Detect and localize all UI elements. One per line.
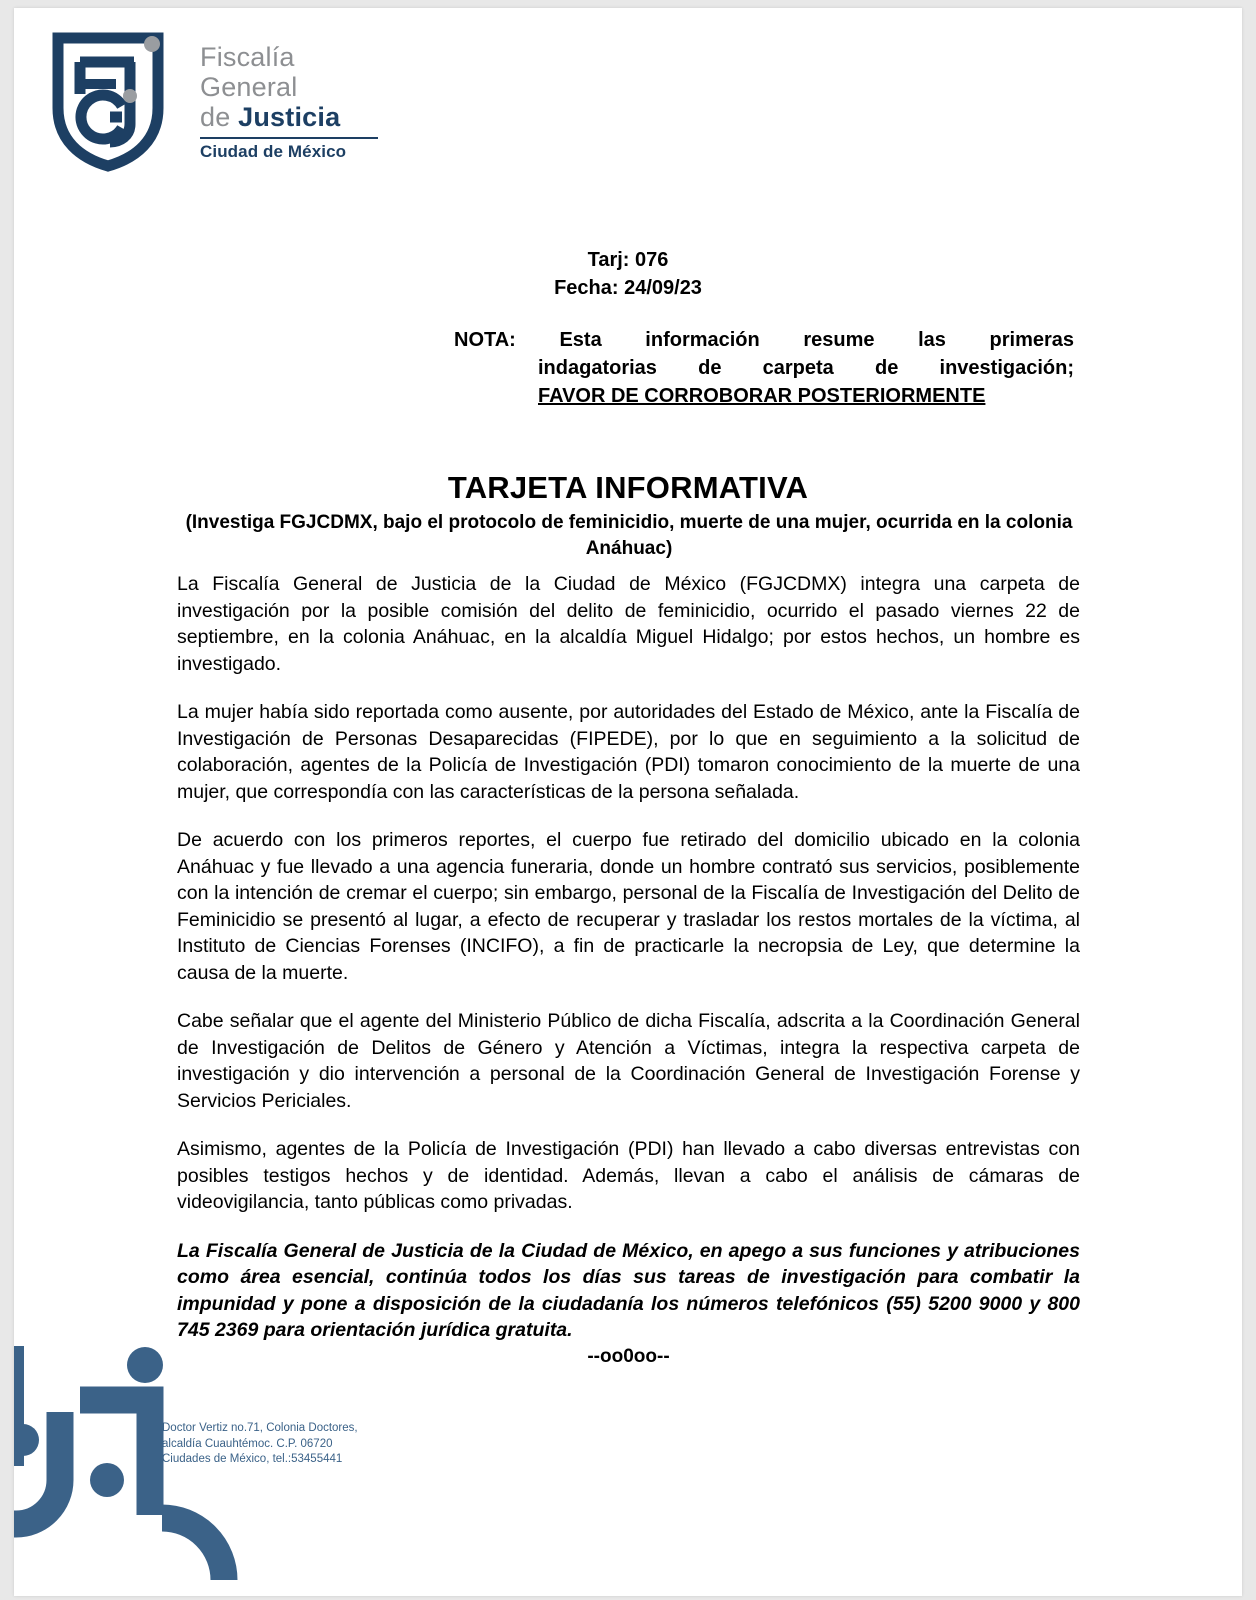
fgj-logo — [50, 20, 380, 185]
footer-line-2: alcaldía Cuauhtémoc. C.P. 06720 — [162, 1437, 333, 1450]
fgj-shield-icon — [50, 32, 175, 172]
end-mark: --oo0oo-- — [587, 1345, 670, 1367]
page-subtitle: (Investiga FGJCDMX, bajo el protocolo de feminicidio, muerte de una mujer, ocurrida en la colonia Anáhuac) — [185, 512, 1073, 559]
paragraph: De acuerdo con los primeros reportes, el cuerpo fue retirado del domicilio ubicado en la colonia Anáhuac y fue llevado a una agencia funeraria, donde un hombre contrató sus servicios, posiblemente con la intención de cremar el cuerpo; sin embargo, personal de la Fiscalía de Investigación del Delito de Feminicidio se presentó al lugar, a efecto de recuperar y trasladar los restos mortales de la víctima, al Instituto de Ciencias Forenses (INCIFO), a fin de practicarle la necropsia de Ley, que determine la causa de la muerte. — [177, 829, 1080, 984]
paragraph: Asimismo, agentes de la Policía de Investigación (PDI) han llevado a cabo diversas entrevistas con posibles testigos hechos y de identidad. Además, llevan a cabo el análisis de cámaras de videovigilancia, tanto públicas como privadas. — [177, 1138, 1080, 1213]
nota-line-2: indagatorias de carpeta de investigación; — [538, 357, 1074, 379]
page-title: TARJETA INFORMATIVA — [447, 470, 809, 505]
nota-line-3: FAVOR DE CORROBORAR POSTERIORMENTE — [538, 385, 986, 407]
closing-paragraph: La Fiscalía General de Justicia de la Ciudad de México, en apego a sus funciones y atribuciones como área esencial, continúa todos los días sus tareas de investigación para combatir la impunidad y pone a disposición de la ciudadanía los números telefónicos (55) 5200 9000 y 800 745 2369 para orientación jurídica gratuita. — [177, 1239, 1080, 1341]
paragraph: Cabe señalar que el agente del Ministerio Público de dicha Fiscalía, adscrita a la Coordinación General de Investigación de Delitos de Género y Atención a Víctimas, integra la respectiva carpeta de investigación y dio intervención a personal de la Coordinación General de Investigación Forense y Servicios Periciales. — [177, 1010, 1080, 1112]
document-body — [177, 571, 1080, 1368]
footer-address — [162, 1421, 358, 1468]
logo-justicia: Justicia — [238, 102, 341, 132]
document-date: Fecha: 24/09/23 — [554, 277, 702, 299]
logo-de: de — [200, 102, 239, 132]
logo-divider — [200, 137, 378, 139]
document-page — [14, 8, 1242, 1596]
nota-line-1: NOTA: Esta información resume las primeras — [454, 329, 1074, 351]
document-meta — [14, 246, 1242, 302]
paragraph: La Fiscalía General de Justicia de la Ciudad de México (FGJCDMX) integra una carpeta de investigación por la posible comisión del delito de feminicidio, ocurrido el pasado viernes 22 de septiembre, en la colonia Anáhuac, en la alcaldía Miguel Hidalgo; por estos hechos, un hombre es investigado. — [177, 573, 1080, 675]
logo-line-2: General — [200, 72, 298, 102]
logo-subtitle: Ciudad de México — [200, 142, 347, 161]
footer-line-1: Doctor Vertiz no.71, Colonia Doctores, — [162, 1422, 358, 1434]
nota-block — [454, 326, 1074, 410]
tarj-number: Tarj: 076 — [587, 249, 669, 271]
logo-line-1: Fiscalía — [200, 42, 295, 72]
footer-line-3: Ciudades de México, tel.:53455441 — [162, 1453, 343, 1465]
logo-line-3 — [200, 102, 390, 132]
paragraph: La mujer había sido reportada como ausente, por autoridades del Estado de México, ante la Fiscalía de Investigación de Personas Desaparecidas (FIPEDE), por lo que en seguimiento a la solicitud de colaboración, agentes de la Policía de Investigación (PDI) tomaron conocimiento de la muerte de una mujer, que correspondía con las características de la persona señalada. — [177, 701, 1080, 803]
